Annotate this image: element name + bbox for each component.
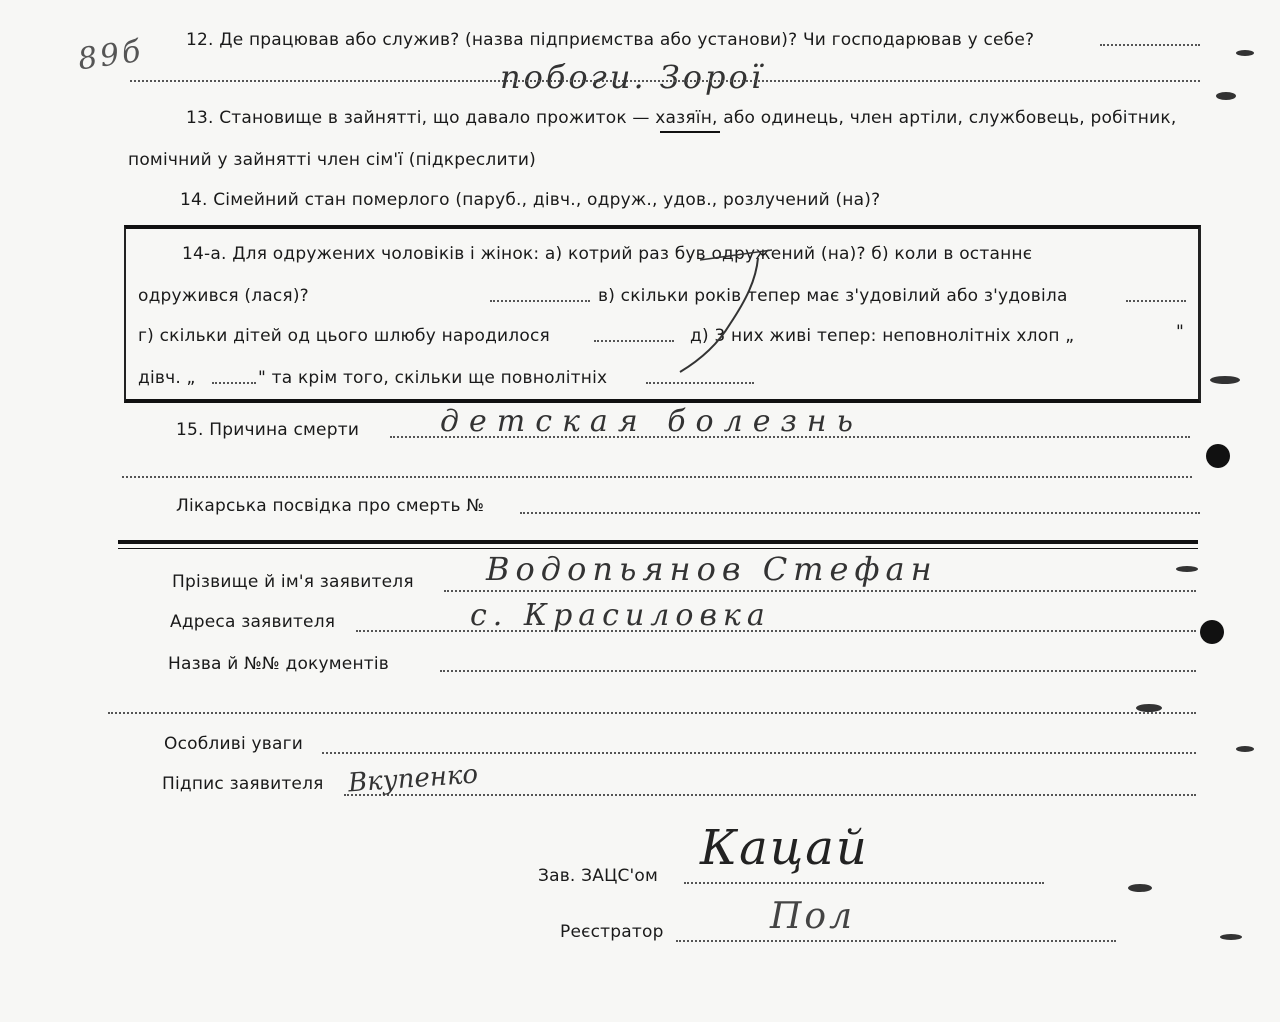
q12-fill-line [1100, 44, 1200, 46]
applicant-name-value: Водопьянов Стефан [486, 550, 938, 588]
registrar-label: Реєстратор [560, 922, 664, 942]
edge-tear-1 [1236, 50, 1254, 56]
applicant-name-line [444, 590, 1196, 592]
section-divider-top [118, 540, 1198, 544]
applicant-signature: Вкупенко [347, 759, 480, 799]
edge-tear-8 [1236, 746, 1254, 752]
q14a-strike-mark [660, 240, 780, 380]
edge-tear-2 [1216, 92, 1236, 100]
binding-hole-2 [1200, 620, 1224, 644]
q14a-line2-fill2 [1126, 300, 1186, 302]
registrar-signature: Пол [770, 896, 855, 937]
applicant-address-label: Адреса заявителя [170, 612, 336, 632]
q14-label: 14. Сімейний стан померлого (паруб., дівч., одруж., удов., розлучений (на)? [180, 190, 881, 210]
applicant-docs-line [440, 670, 1196, 672]
signature-line [344, 794, 1196, 796]
notes-line [322, 752, 1196, 754]
q14a-line4-fill1 [212, 382, 256, 384]
q14a-line2-fill1 [490, 300, 590, 302]
edge-tear-4 [1176, 566, 1198, 572]
q14a-line4-fill2 [646, 382, 754, 384]
q13-line1: 13. Становище в зайнятті, що давало прожиток — хазяїн, або одинець, член артіли, службовець, робітник, [186, 108, 1177, 128]
margin-note: 89б [75, 33, 146, 78]
registrar-line [676, 940, 1116, 942]
head-label: Зав. ЗАЦС'ом [538, 866, 659, 886]
signature-label: Підпис заявителя [162, 774, 324, 794]
head-line [684, 882, 1044, 884]
edge-tear-3 [1210, 376, 1240, 384]
applicant-docs-line2 [108, 712, 1196, 714]
notes-label: Особливі уваги [164, 734, 303, 754]
q14a-line3b: д) 3 них живі тепер: неповнолітніх хлоп „ [690, 326, 1075, 346]
q15-answer: детская болезнь [440, 404, 863, 439]
q13-underline-khaziain [660, 131, 720, 133]
section-divider-bottom [118, 548, 1198, 549]
q12-answer: побоги. Зорої [500, 58, 764, 96]
edge-tear-7 [1220, 934, 1242, 940]
applicant-name-label: Прізвище й ім'я заявителя [172, 572, 414, 592]
q14a-line3a: г) скільки дітей од цього шлюбу народилося [138, 326, 550, 346]
applicant-docs-label: Назва й №№ документів [168, 654, 390, 674]
q14a-line4a: дівч. „ [138, 368, 196, 388]
q14a-line1: 14-а. Для одружених чоловіків і жінок: а) котрий раз був одружений (на)? б) коли в останнє [182, 244, 1033, 264]
q15-second-line [122, 476, 1192, 478]
q15-label: 15. Причина смерти [176, 420, 360, 440]
q14a-line2b: в) скільки років тепер має з'удовілий або з'удовіла [598, 286, 1068, 306]
q13-line2: помічний у зайнятті член сім'ї (підкреслити) [128, 150, 536, 170]
applicant-address-value: с. Красиловка [470, 598, 771, 633]
q12-label: 12. Де працював або служив? (назва підприємства або установи)? Чи господарював у себе? [186, 30, 1035, 50]
q14a-line4b: " та крім того, скільки ще повнолітніх [258, 368, 608, 388]
head-signature: Кацай [700, 820, 869, 876]
edge-tear-5 [1136, 704, 1162, 712]
medical-label: Лікарська посвідка про смерть № [176, 496, 485, 516]
medical-fill-line [520, 512, 1200, 514]
binding-hole-1 [1206, 444, 1230, 468]
edge-tear-6 [1128, 884, 1152, 892]
q12-answer-line [130, 80, 1200, 82]
q14a-line3c: " [1176, 322, 1185, 342]
q14a-line2a: одружився (лася)? [138, 286, 309, 306]
